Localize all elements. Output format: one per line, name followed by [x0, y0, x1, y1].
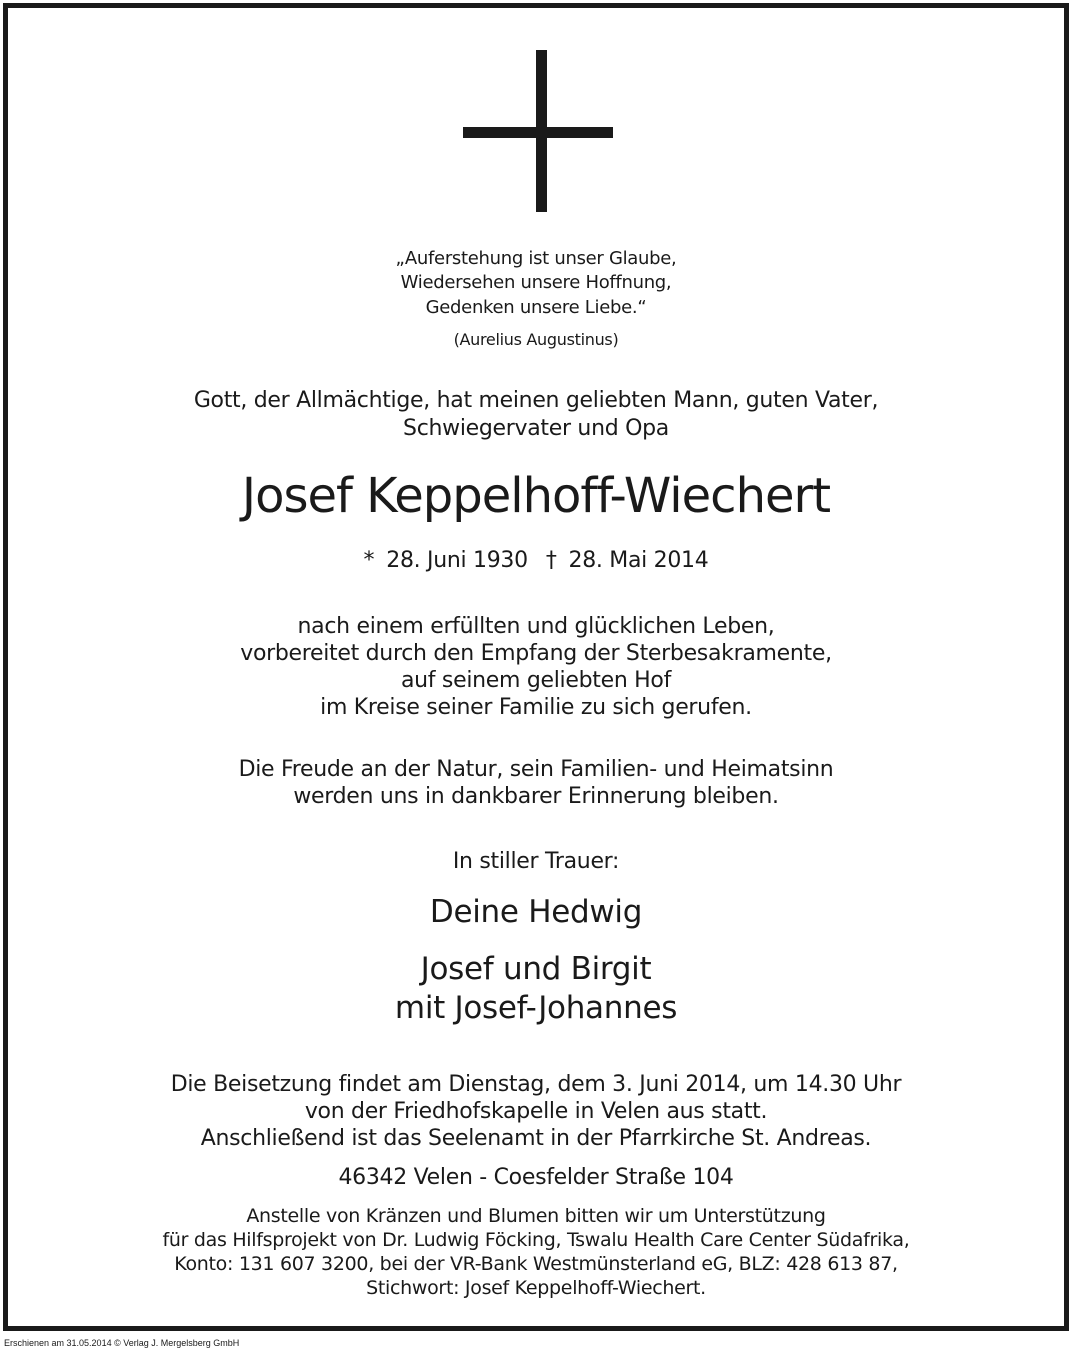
birth-star-icon: * [363, 548, 375, 573]
quote-line: „Auferstehung ist unser Glaube, [395, 248, 677, 269]
death-cross-icon: † [545, 548, 557, 573]
cross-icon [8, 8, 1064, 228]
memory-line: werden uns in dankbarer Erinnerung bleiben. [293, 784, 779, 809]
birth-date: 28. Juni 1930 [386, 548, 528, 573]
intro-line: Schwiegervater und Opa [403, 416, 669, 441]
intro-line: Gott, der Allmächtige, hat meinen geliebten Mann, guten Vater, [193, 388, 879, 413]
donation-line: Konto: 131 607 3200, bei der VR-Bank Westmünsterland eG, BLZ: 428 613 87, [174, 1253, 898, 1275]
passage-line: im Kreise seiner Familie zu sich gerufen. [320, 695, 752, 720]
mourner-name: Josef und Birgit [420, 951, 652, 987]
donation-line: Stichwort: Josef Keppelhoff-Wiechert. [366, 1277, 706, 1299]
deceased-name: Josef Keppelhoff-Wiechert [241, 468, 831, 524]
passage-line: nach einem erfüllten und glücklichen Leben, [297, 614, 775, 639]
address: 46342 Velen - Coesfelder Straße 104 [338, 1165, 734, 1190]
life-dates [8, 548, 1064, 573]
passage-line: vorbereitet durch den Empfang der Sterbesakramente, [240, 641, 832, 666]
funeral-line: von der Friedhofskapelle in Velen aus statt. [304, 1099, 768, 1124]
quote-line: Gedenken unsere Liebe.“ [425, 297, 647, 318]
obituary-frame [3, 3, 1069, 1331]
quote-line: Wiedersehen unsere Hoffnung, [400, 272, 672, 293]
funeral-line: Anschließend ist das Seelenamt in der Pfarrkirche St. Andreas. [200, 1126, 872, 1151]
quote-source: (Aurelius Augustinus) [453, 330, 619, 349]
mourning-label: In stiller Trauer: [452, 849, 620, 874]
mourner-name: mit Josef-Johannes [394, 990, 678, 1026]
funeral-line: Die Beisetzung findet am Dienstag, dem 3. Juni 2014, um 14.30 Uhr [170, 1072, 902, 1097]
donation-line: für das Hilfsprojekt von Dr. Ludwig Föcking, Tswalu Health Care Center Südafrika, [162, 1229, 910, 1251]
memory-line: Die Freude an der Natur, sein Familien- und Heimatsinn [238, 757, 834, 782]
passage-line: auf seinem geliebten Hof [400, 668, 672, 693]
mourner-name: Deine Hedwig [429, 894, 643, 930]
death-date: 28. Mai 2014 [568, 548, 709, 573]
donation-line: Anstelle von Kränzen und Blumen bitten wir um Unterstützung [246, 1205, 826, 1227]
publication-footer: Erschienen am 31.05.2014 © Verlag J. Mergelsberg GmbH [4, 1338, 240, 1348]
